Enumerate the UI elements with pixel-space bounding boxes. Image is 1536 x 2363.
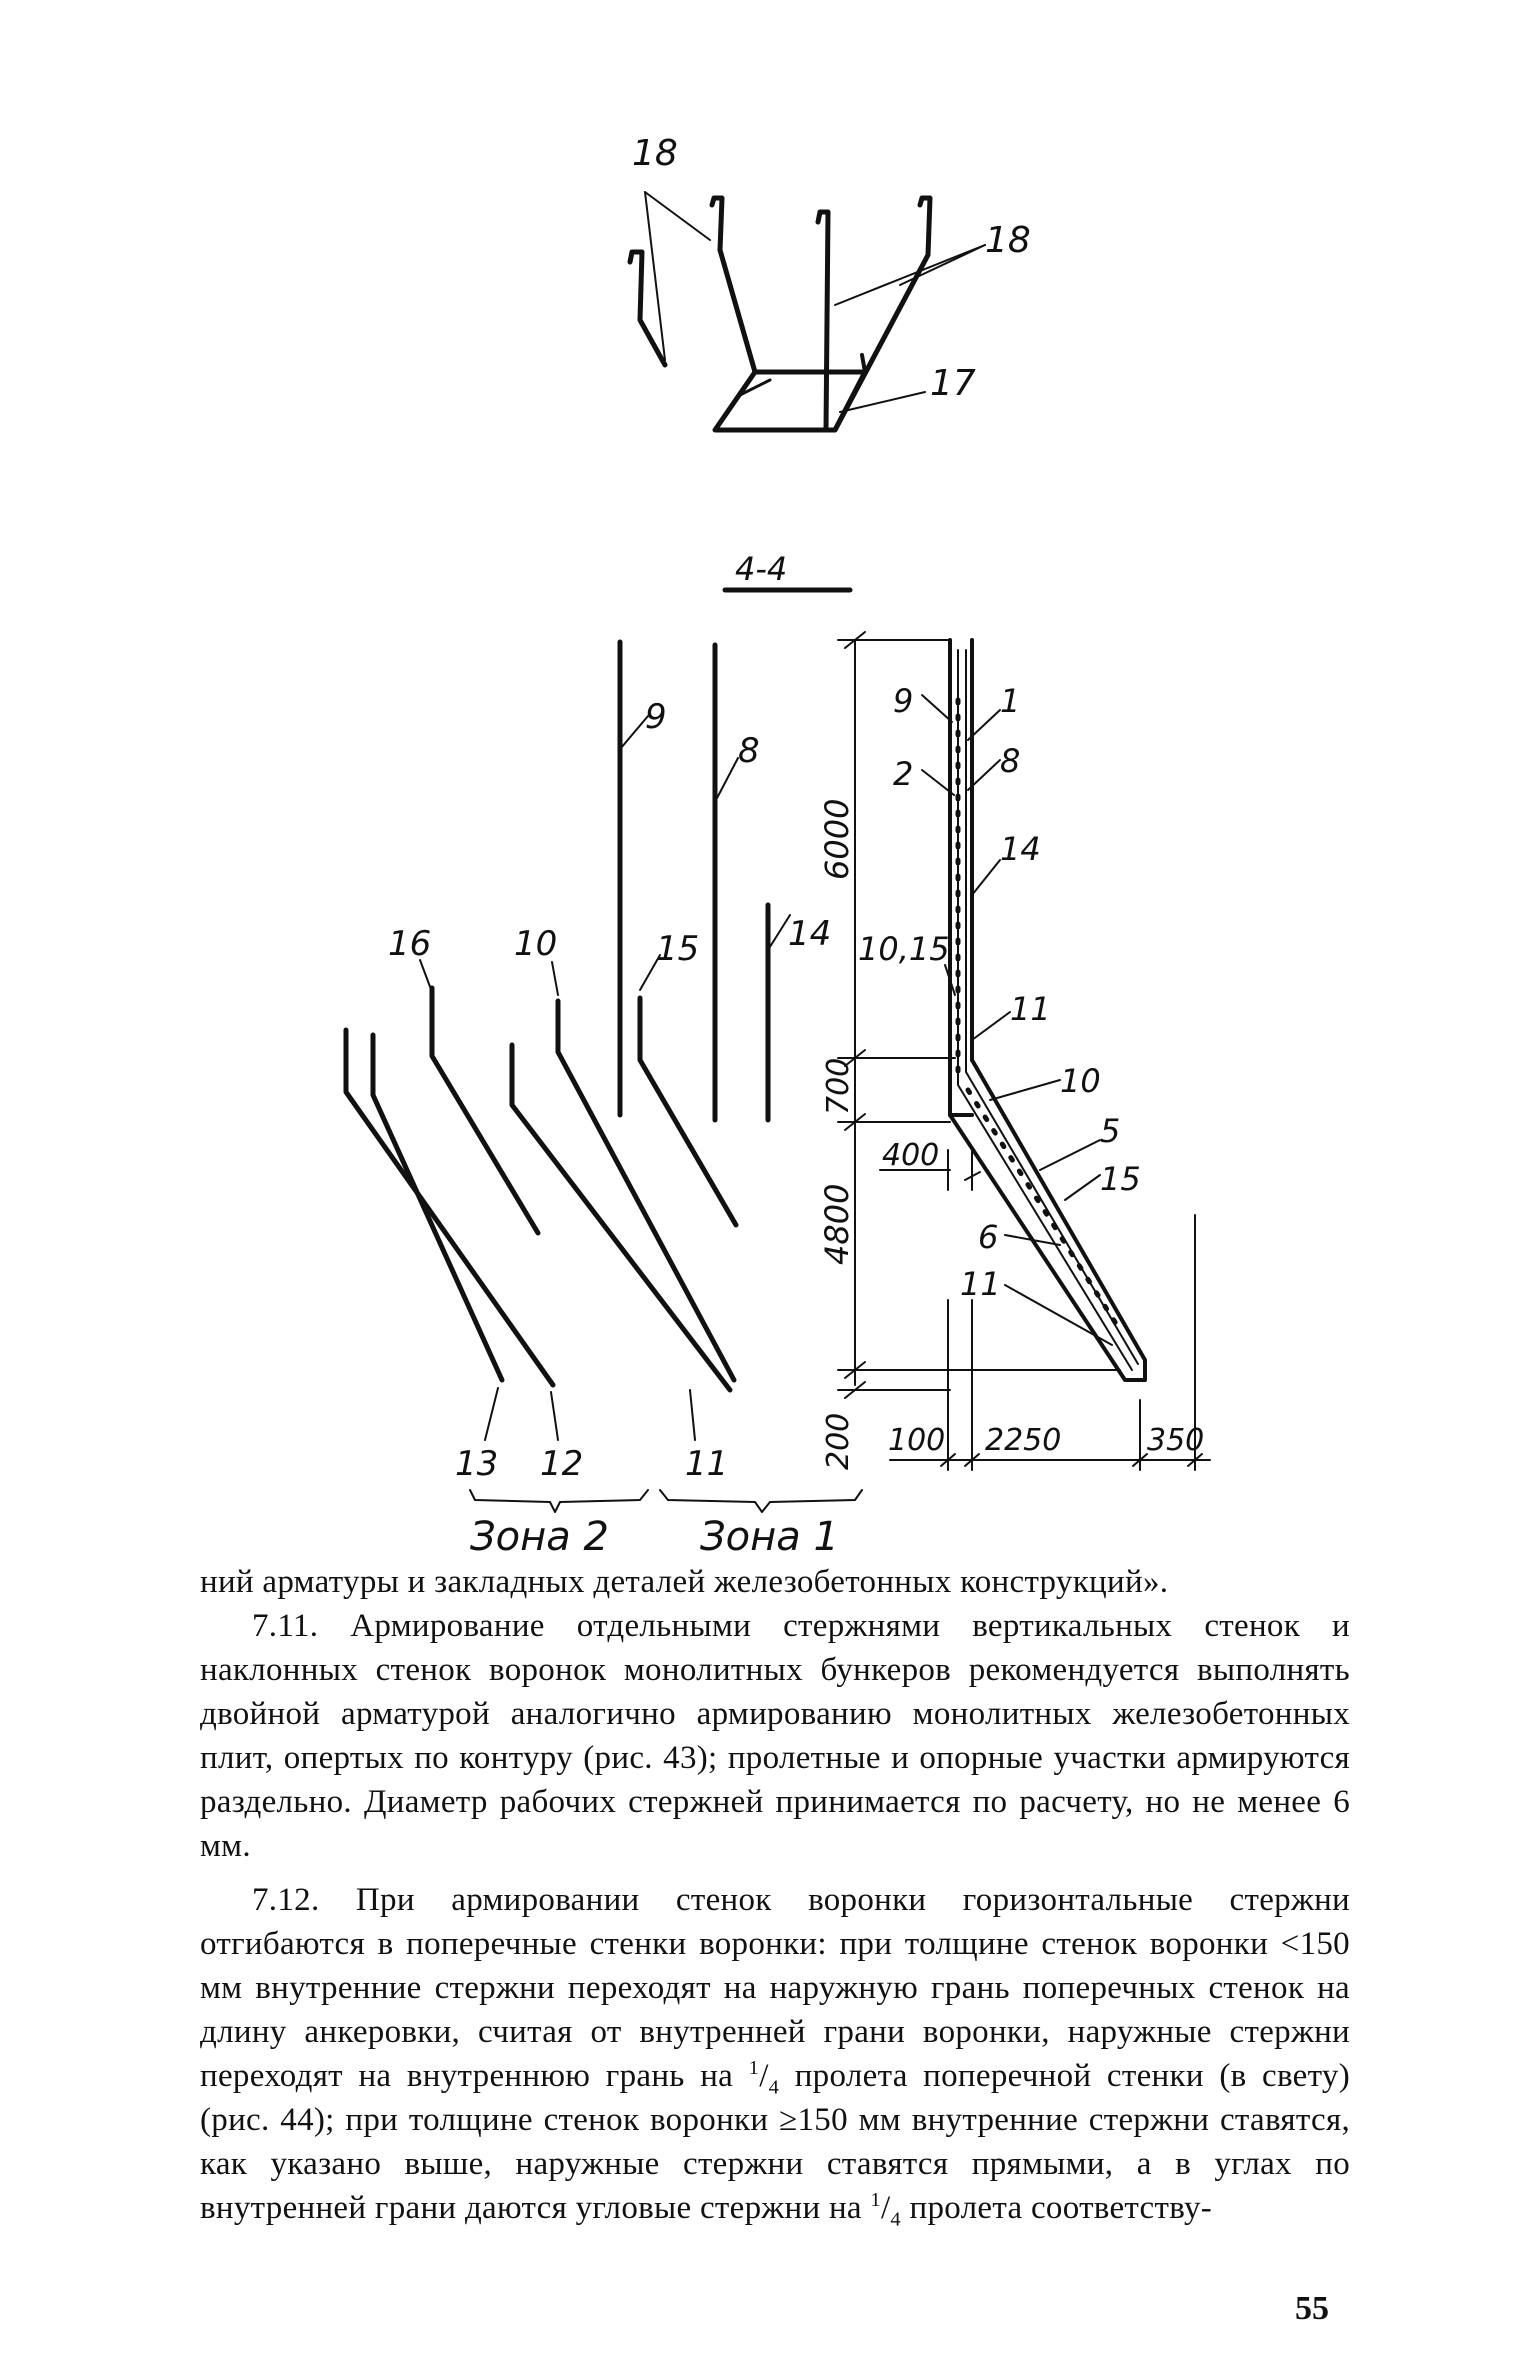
dim-700: 700 — [821, 1057, 856, 1115]
fraction-denominator-2: 4 — [890, 2208, 901, 2231]
section-number-7-12: 7.12. — [252, 1882, 320, 1918]
rebar-bars — [346, 642, 768, 1390]
bar-label-9: 9 — [645, 697, 667, 737]
sec-label-11-bottom: 11 — [960, 1265, 1001, 1303]
bar-label-11: 11 — [685, 1444, 729, 1484]
dim-400: 400 — [882, 1138, 940, 1173]
paragraph-7-12-text-c: пролета соответству- — [900, 2190, 1213, 2226]
dim-4800: 4800 — [818, 1183, 856, 1265]
zone-2-label: Зона 2 — [470, 1514, 609, 1560]
bunker-cage-sketch — [630, 198, 930, 430]
bar-label-16: 16 — [388, 924, 432, 964]
paragraph-7-11 — [200, 1604, 1350, 1868]
section-number-7-11: 7.11. — [252, 1608, 319, 1644]
bar-label-14: 14 — [788, 914, 832, 954]
bar-label-12: 12 — [540, 1444, 584, 1484]
dim-6000: 6000 — [818, 798, 856, 880]
sec-label-6: 6 — [978, 1218, 999, 1256]
sec-label-2: 2 — [893, 755, 914, 793]
label-18-left: 18 — [632, 133, 678, 174]
bar-label-8: 8 — [738, 731, 760, 771]
sec-label-8: 8 — [1000, 742, 1021, 780]
section-title: 4-4 — [735, 550, 788, 588]
bar-leaders — [420, 716, 790, 1440]
dim-2250: 2250 — [985, 1423, 1062, 1458]
paragraph-7-12-text-b: пролета поперечной стенки (в свету) (рис. 44); при толщине стенок воронки ≥150 мм внутренние стержни ставятся, как указано выше, наружные стержни ставятся прямыми, а в углах по внутренней грани даются угловые стержни на — [200, 2058, 1350, 2226]
sec-label-1: 1 — [1000, 682, 1021, 720]
bar-label-15: 15 — [656, 929, 700, 969]
sec-label-10: 10 — [1060, 1062, 1101, 1100]
dim-350: 350 — [1147, 1423, 1205, 1458]
fraction-numerator-1: 1 — [748, 2057, 760, 2079]
bar-label-13: 13 — [455, 1444, 499, 1484]
sec-label-9: 9 — [893, 682, 914, 720]
dim-200: 200 — [821, 1412, 856, 1470]
paragraph-7-12-text-a: При армировании стенок воронки горизонтальные стержни отгибаются в поперечные стенки воронки: при толщине стенок воронки <150 мм внутренние стержни переходят на наружную грань поперечных стенок на длину анкеровки, считая от внутренней грани воронки, наружные стержни переходят на внутреннюю грань на — [200, 1882, 1350, 2094]
sec-label-11-top: 11 — [1010, 990, 1051, 1028]
paragraph-7-12: 7.12. При армировании стенок воронки горизонтальные стержни отгибаются в поперечные стенки воронки: при толщине стенок воронки <150 мм внутренние стержни переходят на наружную грань поперечных стенок на длину анкеровки, считая от внутренней грани воронки, наружные стержни переходят на внутреннюю грань на $^1/_4$ пролета поперечной стенки (в свету) (рис. 44); при толщине стенок воронки ≥150 мм внутренние стержни ставятся, как указано выше, наружные стержни ставятся прямыми, а в углах по внутренней грани даются угловые стержни на $^1/_4$ пролета соответству- — [200, 1882, 1350, 2231]
label-18-right: 18 — [985, 220, 1031, 261]
zone-brackets — [470, 1490, 862, 1512]
fraction-numerator-2: 1 — [870, 2189, 881, 2211]
sec-label-14: 14 — [1000, 830, 1041, 868]
page-number: 55 — [1295, 2290, 1329, 2327]
dim-100: 100 — [888, 1423, 946, 1458]
sec-label-15: 15 — [1100, 1160, 1141, 1198]
bar-label-10: 10 — [514, 924, 558, 964]
sec-label-10-15: 10,15 — [858, 930, 950, 968]
sec-label-5: 5 — [1100, 1112, 1121, 1150]
label-17: 17 — [930, 363, 976, 404]
paragraph-7-11-text: Армирование отдельными стержнями вертикальных стенок и наклонных стенок воронок монолитных бункеров рекомендуется выполнять двойной арматурой аналогично армированию монолитных железобетонных плит, опертых по контуру (рис. 43); пролетные и опорные участки армируются раздельно. Диаметр рабочих стержней принимается по расчету, но не менее 6 мм. — [200, 1608, 1350, 1864]
fraction-denominator-1: 4 — [768, 2076, 780, 2099]
drawing-labels — [388, 133, 1204, 1560]
body-text — [200, 1560, 1350, 2230]
continuation-line: ний арматуры и закладных деталей железобетонных конструкций». — [200, 1564, 1169, 1600]
zone-1-label: Зона 1 — [700, 1514, 839, 1560]
